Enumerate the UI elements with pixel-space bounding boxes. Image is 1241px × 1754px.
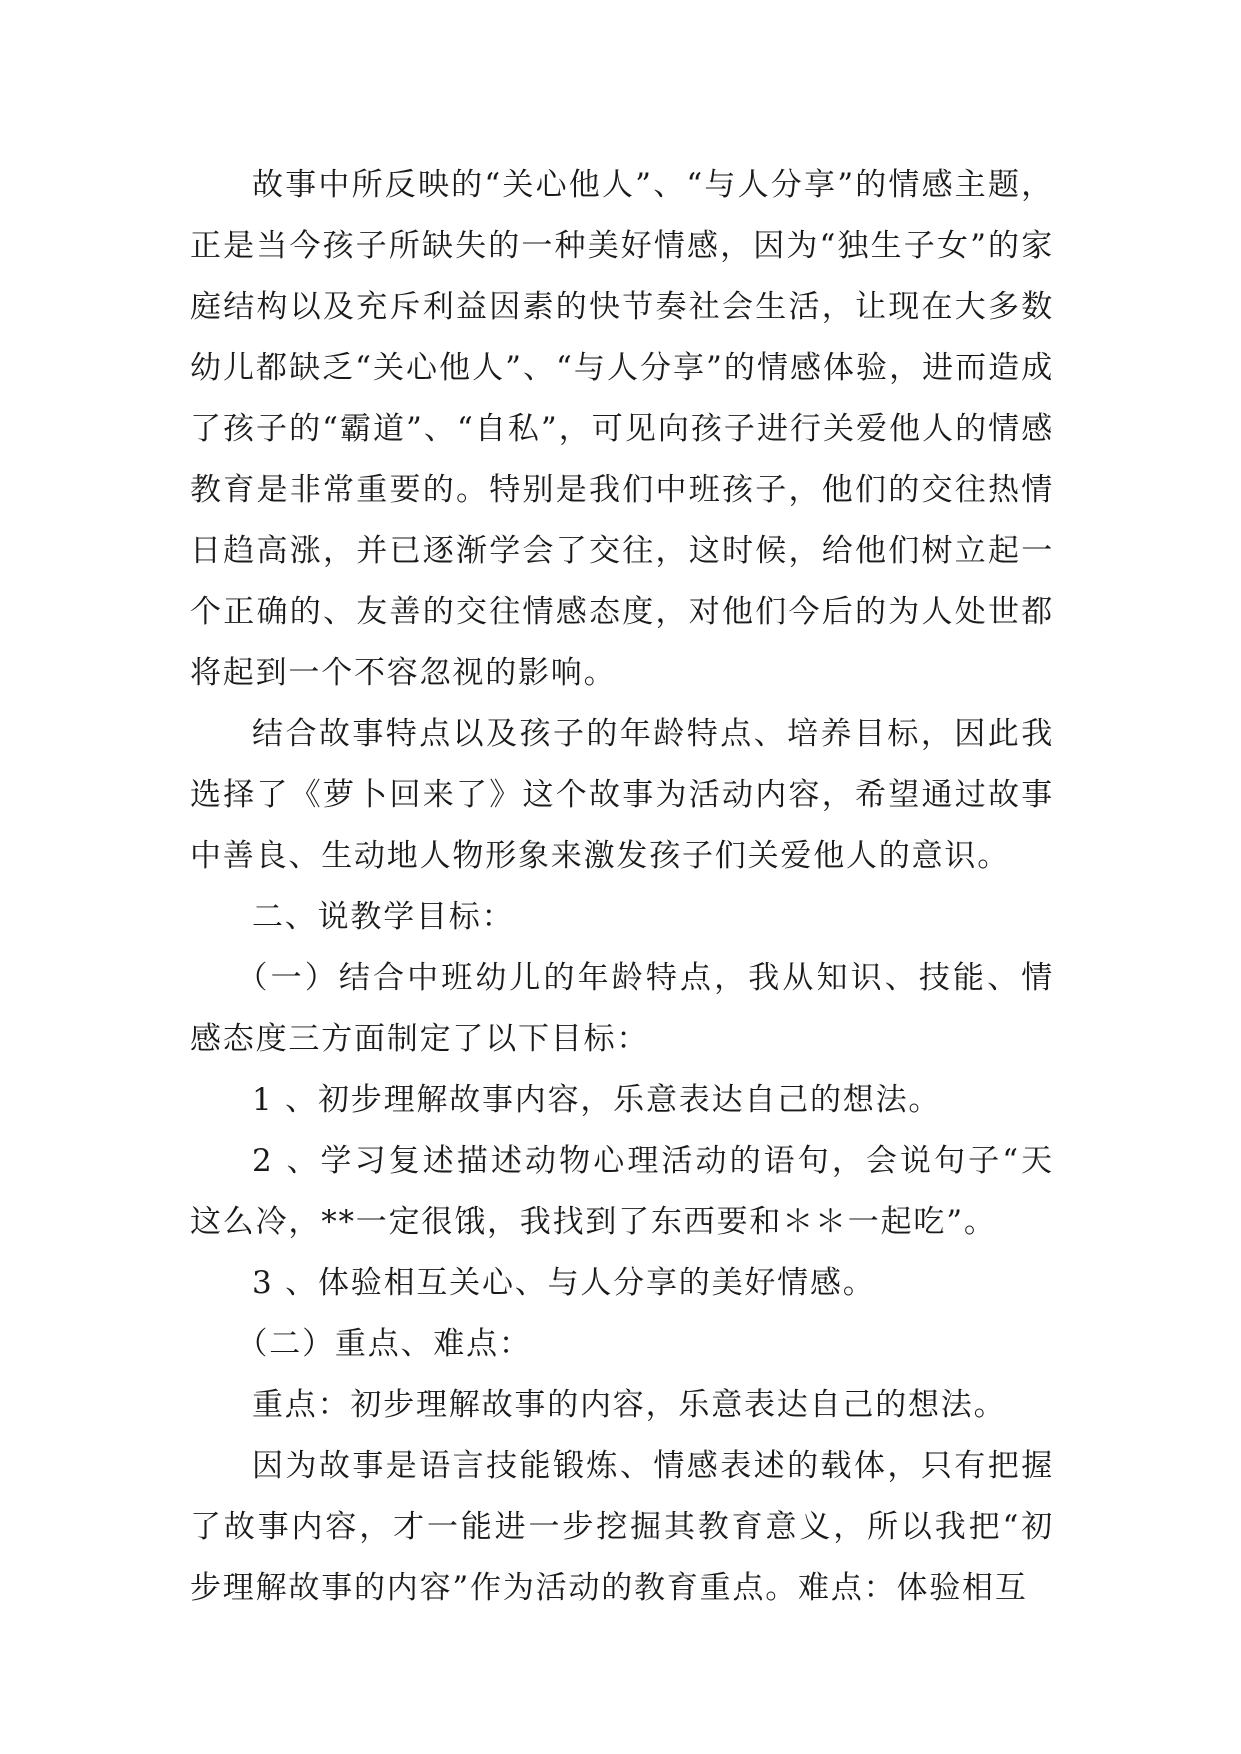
section-heading-teaching-goals: 二、说教学目标： [252, 899, 515, 935]
subsection-heading-key-points: （二）重点、难点： [236, 1326, 532, 1362]
paragraph-key-point-reason: 因为故事是语言技能锻炼、情感表述的载体，只有把握了故事内容，才一能进一步挖掘其教育意义，所以我把“初步理解故事的内容”作为活动的教育重点。难点：体验相互 [190, 1448, 1054, 1606]
goal-item-3: 3 、体验相互关心、与人分享的美好情感。 [252, 1265, 876, 1301]
subsection-heading-goals: （一）结合中班幼儿的年龄特点，我从知识、技能、情感态度三方面制定了以下目标： [190, 960, 1054, 1057]
document-body [190, 155, 1054, 1619]
goal-item-1: 1 、初步理解故事内容，乐意表达自己的想法。 [252, 1082, 942, 1118]
goal-item-2: 2 、学习复述描述动物心理活动的语句，会说句子“天这么冷，**一定很饿，我找到了东西要和＊＊一起吃”。 [190, 1143, 1054, 1240]
paragraph-content-choice: 结合故事特点以及孩子的年龄特点、培养目标，因此我选择了《萝卜回来了》这个故事为活动内容，希望通过故事中善良、生动地人物形象来激发孩子们关爱他人的意识。 [190, 716, 1054, 874]
paragraph-key-point: 重点：初步理解故事的内容，乐意表达自己的想法。 [252, 1387, 1007, 1423]
paragraph-theme-analysis: 故事中所反映的“关心他人”、“与人分享”的情感主题，正是当今孩子所缺失的一种美好情感，因为“独生子女”的家庭结构以及充斥利益因素的快节奏社会生活，让现在大多数幼儿都缺乏“关心他人”、“与人分享”的情感体验，进而造成了孩子的“霸道”、“自私”，可见向孩子进行关爱他人的情感教育是非常重要的。特别是我们中班孩子，他们的交往热情日趋高涨，并已逐渐学会了交往，这时候，给他们树立起一个正确的、友善的交往情感态度，对他们今后的为人处世都将起到一个不容忽视的影响。 [190, 167, 1054, 691]
